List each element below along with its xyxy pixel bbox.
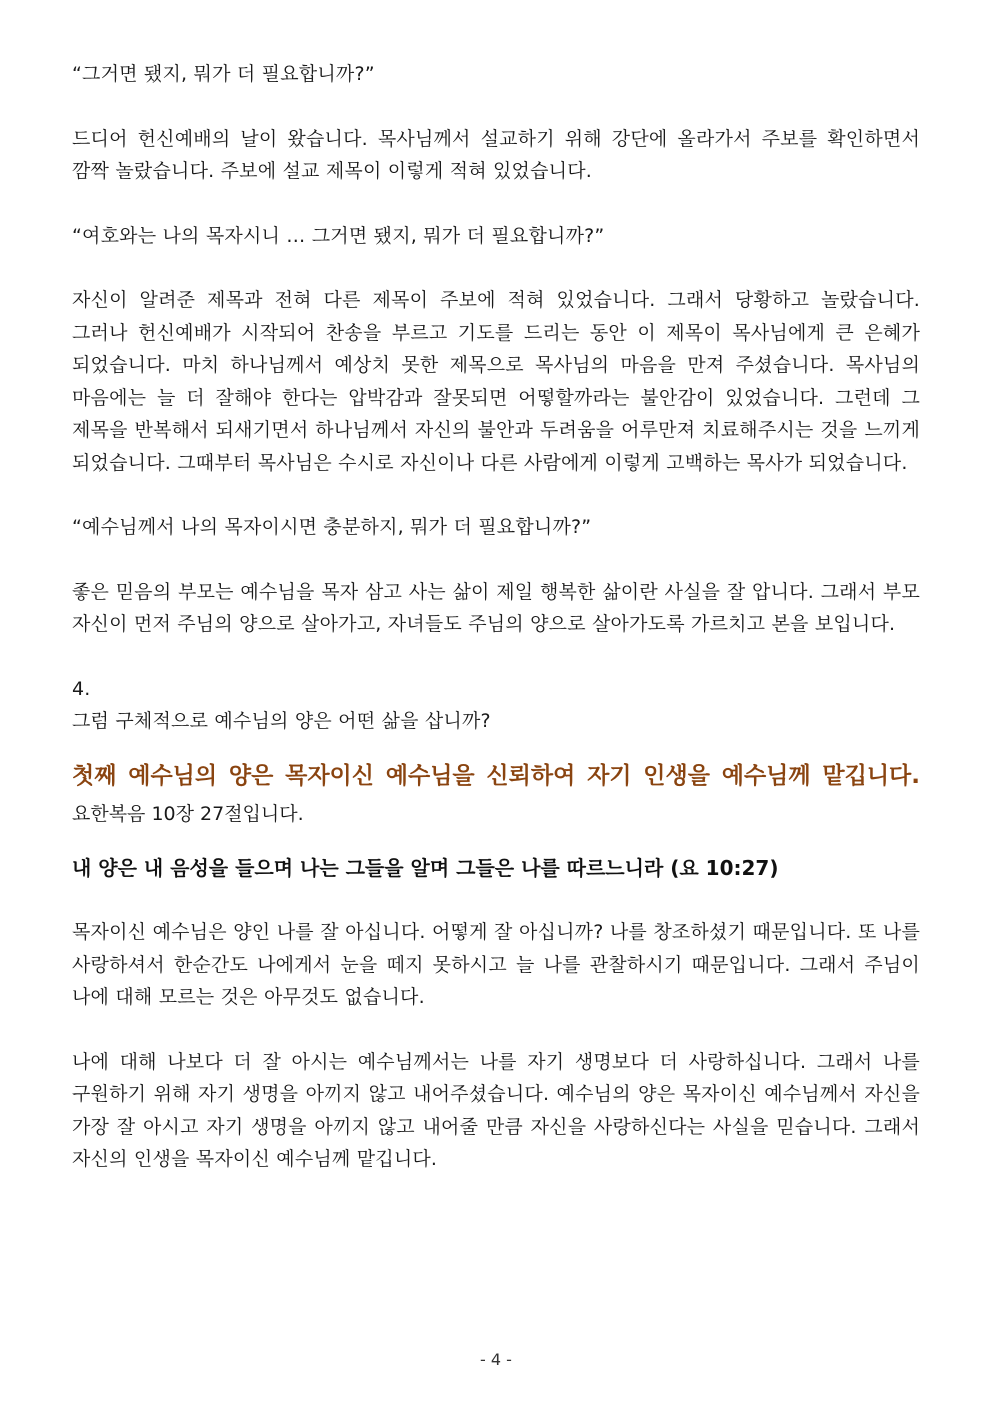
paragraph-5: 나에 대해 나보다 더 잘 아시는 예수님께서는 나를 자기 생명보다 더 사랑하십니다. 그래서 나를 구원하기 위해 자기 생명을 아끼지 않고 내어주셨습니다. 예수님의 양은 목자이신 예수님께서 자신을 가장 잘 아시고 자기 생명을 아끼지 않고 내어줄 만큼 자신을 사랑하신다는 사실을 믿습니다. 그래서 자신의 인생을 목자이신 예수님께 맡깁니다. <box>72 1050 920 1170</box>
paragraph-4: 목자이신 예수님은 양인 나를 잘 아십니다. 어떻게 잘 아십니까? 나를 창조하셨기 때문입니다. 또 나를 사랑하셔서 한순간도 나에게서 눈을 떼지 못하시고 늘 나를 관찰하시기 때문입니다. 그래서 주님이 나에 대해 모르는 것은 아무것도 없습니다. <box>72 921 920 1008</box>
quote-2: “여호와는 나의 목자시니 … 그거면 됐지, 뭐가 더 필요합니까?” <box>72 224 605 247</box>
paragraph-2: 자신이 알려준 제목과 전혀 다른 제목이 주보에 적혀 있었습니다. 그래서 당황하고 놀랐습니다. 그러나 헌신예배가 시작되어 찬송을 부르고 기도를 드리는 동안 이 제목이 목사님에게 큰 은혜가 되었습니다. 마치 하나님께서 예상치 못한 제목으로 목사님의 마음을 만져 주셨습니다. 목사님의 마음에는 늘 더 잘해야 한다는 압박감과 잘못되면 어떻할까라는 불안감이 있었습니다. 그런데 그 제목을 반복해서 되새기면서 하나님께서 자신의 불안과 두려움을 어루만져 치료해주시는 것을 느끼게 되었습니다. 그때부터 목사님은 수시로 자신이나 다른 사람에게 이렇게 고백하는 목사가 되었습니다. <box>72 289 920 474</box>
scripture-verse: 내 양은 내 음성을 들으며 나는 그들을 알며 그들은 나를 따르느니라 (요 10:27) <box>72 855 779 880</box>
section-heading <box>72 758 920 832</box>
section-heading-text: 첫째 예수님의 양은 목자이신 예수님을 신뢰하여 자기 인생을 예수님께 맡깁니다. <box>72 762 920 789</box>
quote-3: “예수님께서 나의 목자이시면 충분하지, 뭐가 더 필요합니까?” <box>72 516 592 538</box>
section-number: 4. <box>72 677 91 700</box>
paragraph-3: 좋은 믿음의 부모는 예수님을 목자 삼고 사는 삶이 제일 행복한 삶이란 사실을 잘 압니다. 그래서 부모 자신이 먼저 주님의 양으로 살아가고, 자녀들도 주님의 양으로 살아가도록 가르치고 본을 보입니다. <box>72 580 920 635</box>
document-body <box>72 58 920 1176</box>
paragraph-1: 드디어 헌신예배의 날이 왔습니다. 목사님께서 설교하기 위해 강단에 올라가서 주보를 확인하면서 깜짝 놀랐습니다. 주보에 설교 제목이 이렇게 적혀 있었습니다. <box>72 127 920 182</box>
page-number: - 4 - <box>480 1350 512 1369</box>
quote-1: “그거면 됐지, 뭐가 더 필요합니까?” <box>72 63 375 85</box>
scripture-reference: 요한복음 10장 27절입니다. <box>72 802 304 825</box>
section-question: 그럼 구체적으로 예수님의 양은 어떤 삶을 삽니까? <box>72 710 491 732</box>
